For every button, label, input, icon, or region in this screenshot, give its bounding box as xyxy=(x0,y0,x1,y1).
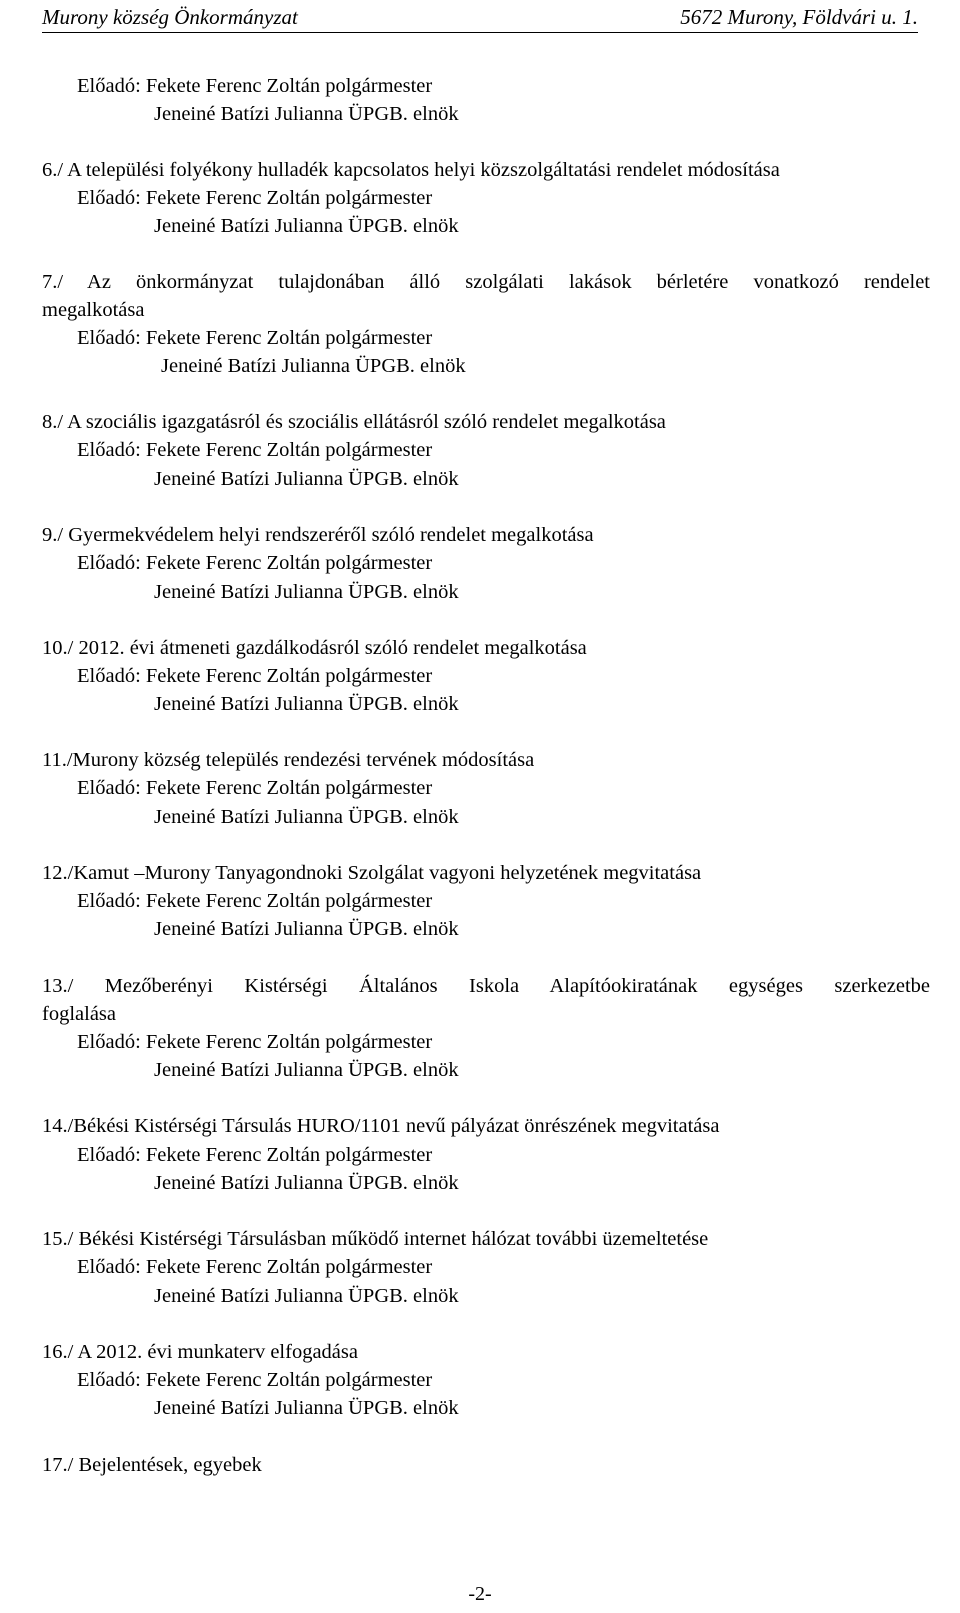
header-municipality-name: Murony község Önkormányzat xyxy=(42,5,298,29)
header-address: 5672 Murony, Földvári u. 1. xyxy=(680,5,918,29)
presenter-line: Előadó: Fekete Ferenc Zoltán polgármester xyxy=(77,327,433,349)
presenter-line: Előadó: Fekete Ferenc Zoltán polgármester xyxy=(77,777,433,799)
presenter-line: Előadó: Fekete Ferenc Zoltán polgármester xyxy=(77,552,433,574)
agenda-item-6: 6./ A települési folyékony hulladék kapcsolatos helyi közszolgáltatási rendelet módosítása xyxy=(42,159,780,181)
agenda-item-17: 17./ Bejelentések, egyebek xyxy=(42,1454,262,1476)
copresenter-line: Jeneiné Batízi Julianna ÜPGB. elnök xyxy=(154,1285,459,1307)
copresenter-line: Jeneiné Batízi Julianna ÜPGB. elnök xyxy=(154,693,459,715)
agenda-item-12: 12./Kamut –Murony Tanyagondnoki Szolgálat vagyoni helyzetének megvitatása xyxy=(42,862,702,884)
agenda-item-11: 11./Murony község település rendezési tervének módosítása xyxy=(42,749,535,771)
presenter-line: Előadó: Fekete Ferenc Zoltán polgármester xyxy=(77,665,433,687)
agenda-item-13-continuation: foglalása xyxy=(42,1003,116,1025)
agenda-item-15: 15./ Békési Kistérségi Társulásban működő internet hálózat további üzemeltetése xyxy=(42,1228,709,1250)
agenda-item-7-continuation: megalkotása xyxy=(42,299,145,321)
presenter-line: Előadó: Fekete Ferenc Zoltán polgármester xyxy=(77,1256,433,1278)
presenter-line: Előadó: Fekete Ferenc Zoltán polgármester xyxy=(77,439,433,461)
copresenter-line: Jeneiné Batízi Julianna ÜPGB. elnök xyxy=(154,1059,459,1081)
page-header xyxy=(42,2,918,33)
copresenter-line: Jeneiné Batízi Julianna ÜPGB. elnök xyxy=(154,215,459,237)
copresenter-line: Jeneiné Batízi Julianna ÜPGB. elnök xyxy=(154,468,459,490)
copresenter-line: Jeneiné Batízi Julianna ÜPGB. elnök xyxy=(154,581,459,603)
presenter-line: Előadó: Fekete Ferenc Zoltán polgármester xyxy=(77,1144,433,1166)
page-number: -2- xyxy=(468,1583,492,1605)
agenda-item-8: 8./ A szociális igazgatásról és szociális ellátásról szóló rendelet megalkotása xyxy=(42,411,666,433)
copresenter-line: Jeneiné Batízi Julianna ÜPGB. elnök xyxy=(154,1397,459,1419)
agenda-item-14: 14./Békési Kistérségi Társulás HURO/1101 nevű pályázat önrészének megvitatása xyxy=(42,1115,720,1137)
agenda-item-9: 9./ Gyermekvédelem helyi rendszeréről szóló rendelet megalkotása xyxy=(42,524,594,546)
agenda-item-13: 13./ Mezőberényi Kistérségi Általános Iskola Alapítóokiratának egységes szerkezetbe xyxy=(42,975,930,997)
copresenter-line: Jeneiné Batízi Julianna ÜPGB. elnök xyxy=(154,918,459,940)
agenda-item-10: 10./ 2012. évi átmeneti gazdálkodásról szóló rendelet megalkotása xyxy=(42,637,587,659)
copresenter-line: Jeneiné Batízi Julianna ÜPGB. elnök xyxy=(154,806,459,828)
copresenter-line: Jeneiné Batízi Julianna ÜPGB. elnök xyxy=(154,103,459,125)
copresenter-line: Jeneiné Batízi Julianna ÜPGB. elnök xyxy=(161,355,466,377)
presenter-line: Előadó: Fekete Ferenc Zoltán polgármester xyxy=(77,890,433,912)
agenda-item-7: 7./ Az önkormányzat tulajdonában álló szolgálati lakások bérletére vonatkozó rendelet xyxy=(42,271,930,293)
presenter-line: Előadó: Fekete Ferenc Zoltán polgármester xyxy=(77,187,433,209)
presenter-line: Előadó: Fekete Ferenc Zoltán polgármester xyxy=(77,1031,433,1053)
agenda-item-16: 16./ A 2012. évi munkaterv elfogadása xyxy=(42,1341,358,1363)
presenter-line: Előadó: Fekete Ferenc Zoltán polgármester xyxy=(77,1369,433,1391)
copresenter-line: Jeneiné Batízi Julianna ÜPGB. elnök xyxy=(154,1172,459,1194)
presenter-line: Előadó: Fekete Ferenc Zoltán polgármester xyxy=(77,75,433,97)
